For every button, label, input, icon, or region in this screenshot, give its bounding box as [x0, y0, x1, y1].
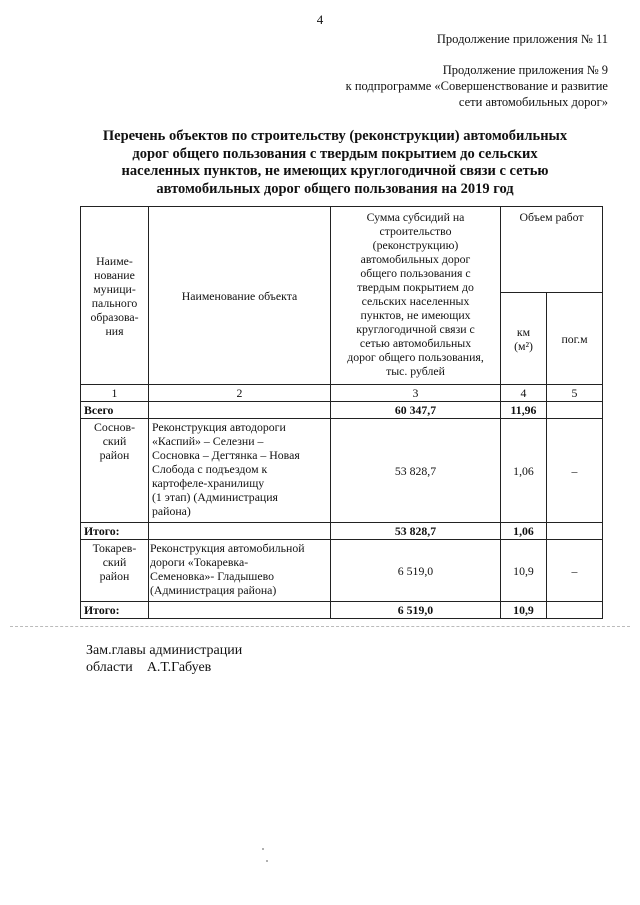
table-header-row — [81, 207, 603, 293]
page-number: 4 — [316, 12, 324, 27]
subtotal-km: 10,9 — [501, 602, 547, 619]
total-km: 11,96 — [501, 402, 547, 419]
signature-block — [86, 642, 242, 676]
subtotal-km: 1,06 — [501, 523, 547, 540]
title-line4: автомобильных дорог общего пользования на 2019 год — [156, 180, 514, 197]
scan-artifact-line — [10, 626, 630, 627]
header-pogm: пог.м — [547, 293, 603, 385]
table-row — [81, 419, 603, 523]
header-sum: Сумма субсидий на строительство (реконструкцию) автомобильных дорог общего пользования с твердым покрытием до сельских населенных пунктов, не имеющих круглогодичной связи с сетью автомобильных дорог общего пользования, тыс. рублей — [331, 207, 501, 385]
header-object: Наименование объекта — [149, 207, 331, 385]
header-municipality: Наиме- нование муници- пального образова- ния — [81, 207, 149, 385]
table-row — [81, 540, 603, 602]
appendix-9-caption — [346, 62, 608, 110]
document-title — [60, 128, 610, 198]
row-object: Реконструкция автодороги «Каспий» – Селезни – Сосновка – Дегтянка – Новая Слобода с подъездом к картофеле-хранилищу (1 этап) (Администрация района) — [149, 419, 331, 523]
row-municipality: Соснов- ский район — [81, 419, 149, 523]
header-km: км (м²) — [501, 293, 547, 385]
row-pogm: – — [547, 419, 603, 523]
header-volume: Объем работ — [501, 207, 603, 293]
subtotal-row — [81, 523, 603, 540]
scan-speck — [266, 860, 268, 862]
title-line1: Перечень объектов по строительству (реконструкции) автомобильных — [102, 128, 568, 144]
objects-table — [80, 206, 603, 619]
row-municipality: Токарев- ский район — [81, 540, 149, 602]
signature-position: Зам.главы администрации — [86, 643, 243, 658]
appendix-9-line3: сети автомобильных дорог» — [458, 95, 608, 109]
total-sum: 60 347,7 — [331, 402, 501, 419]
signature-region: области — [86, 660, 133, 675]
row-sum: 6 519,0 — [331, 540, 501, 602]
subtotal-label: Итого: — [81, 523, 149, 540]
row-km: 10,9 — [501, 540, 547, 602]
row-sum: 53 828,7 — [331, 419, 501, 523]
column-number-row: 1 2 3 4 5 — [81, 385, 603, 402]
appendix-9-line2: к подпрограмме «Совершенствование и развитие — [345, 79, 608, 93]
title-line3: населенных пунктов, не имеющих круглогодичной связи с сетью — [121, 163, 549, 179]
total-label: Всего — [81, 402, 149, 419]
subtotal-label: Итого: — [81, 602, 149, 619]
signature-line2 — [86, 659, 242, 676]
subtotal-row — [81, 602, 603, 619]
appendix-9-line1: Продолжение приложения № 9 — [442, 63, 608, 77]
subtotal-sum: 53 828,7 — [331, 523, 501, 540]
scan-speck — [262, 848, 264, 850]
title-line2: дорог общего пользования с твердым покрытием до сельских — [132, 145, 538, 162]
row-object: Реконструкция автомобильной дороги «Токаревка- Семеновка»- Гладышево (Администрация района) — [149, 540, 331, 602]
total-row — [81, 402, 603, 419]
subtotal-sum: 6 519,0 — [331, 602, 501, 619]
appendix-11-caption: Продолжение приложения № 11 — [436, 32, 608, 46]
row-pogm: – — [547, 540, 603, 602]
row-km: 1,06 — [501, 419, 547, 523]
signature-person: А.Т.Габуев — [146, 660, 212, 675]
